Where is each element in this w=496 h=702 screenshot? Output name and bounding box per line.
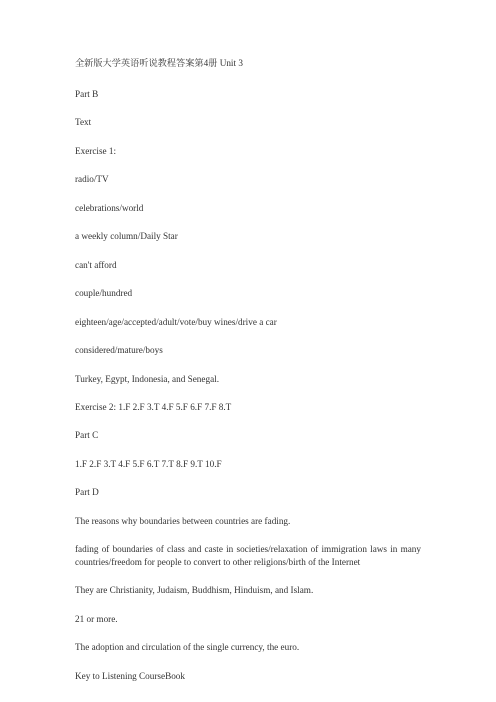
text-heading: Text	[75, 117, 92, 127]
document-title: 全新版大学英语听说教程答案第4册 Unit 3	[75, 58, 243, 68]
exercise-2-answers: Exercise 2: 1.F 2.F 3.T 4.F 5.F 6.F 7.F 8.T	[75, 402, 232, 412]
exercise-1-answer: a weekly column/Daily Star	[75, 231, 178, 241]
part-b-heading: Part B	[75, 89, 99, 99]
part-d-answer: 21 or more.	[75, 614, 118, 624]
footer-heading: Key to Listening CourseBook	[75, 671, 185, 681]
part-d-answer: The reasons why boundaries between countries are fading.	[75, 516, 291, 526]
exercise-1-answer: radio/TV	[75, 174, 109, 184]
exercise-1-answer: considered/mature/boys	[75, 345, 163, 355]
part-c-answers: 1.F 2.F 3.T 4.F 5.F 6.T 7.T 8.F 9.T 10.F	[75, 459, 222, 469]
exercise-1-answer: couple/hundred	[75, 288, 133, 298]
part-d-answer: They are Christianity, Judaism, Buddhism, Hinduism, and Islam.	[75, 585, 314, 595]
exercise-1-answer: celebrations/world	[75, 203, 144, 213]
exercise-1-answer: can't afford	[75, 260, 117, 270]
part-d-answer: fading of boundaries of class and caste in societies/relaxation of immigration laws in many	[75, 544, 421, 554]
part-d-answer-continued: countries/freedom for people to convert to other religions/birth of the Internet	[75, 557, 361, 567]
exercise-1-heading: Exercise 1:	[75, 146, 117, 156]
exercise-1-answer: Turkey, Egypt, Indonesia, and Senegal.	[75, 374, 219, 384]
part-d-answer: The adoption and circulation of the single currency, the euro.	[75, 642, 300, 652]
exercise-1-answer: eighteen/age/accepted/adult/vote/buy wines/drive a car	[75, 317, 277, 327]
part-d-heading: Part D	[75, 487, 99, 497]
part-c-heading: Part C	[75, 430, 99, 440]
